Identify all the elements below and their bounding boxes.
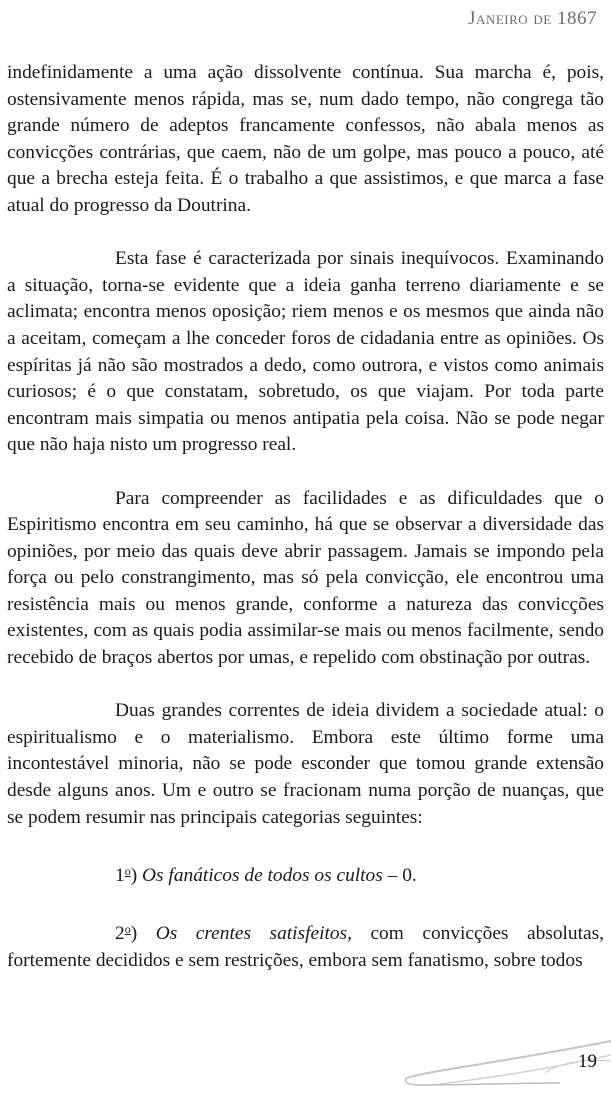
item-rest: , com convicções absolutas, fortemente decididos e sem restrições, embora sem fanatismo, sobre todos bbox=[7, 923, 604, 971]
item-rest: – 0. bbox=[382, 864, 417, 886]
item-close: ) bbox=[130, 923, 138, 944]
item-close: ) bbox=[130, 864, 138, 886]
running-head: Janeiro de 1867 bbox=[468, 8, 597, 29]
paragraph-1: indefinidamente a uma ação dissolvente contínua. Sua marcha é, pois, ostensivamente menos rápida, mas se, num dado tempo, não congrega tão grande número de adeptos francamente confessos, não abala menos as convicções contrárias, que caem, não de um golpe, mas pouco a pouco, até que a brecha esteja feita. É o trabalho a que assistimos, e que marca a fase atual do progresso da Doutrina. bbox=[7, 62, 604, 216]
page-body bbox=[7, 60, 604, 974]
page-number: 19 bbox=[578, 1051, 597, 1072]
ordinal-mark: o bbox=[124, 863, 131, 878]
paragraph-3: Para compreender as facilidades e as dificuldades que o Espiritismo encontra em seu caminho, há que se observar a diversidade das opiniões, por meio das quais deve abrir passagem. Jamais se impondo pela força ou pelo constrangimento, mas só pela convicção, ele encontrou uma resistência mais ou menos grande, conforme a natureza das convicções existentes, com as quais podia assimilar-se mais ou menos facilmente, sendo recebido de braços abertos por umas, e repelido com obstinação por outras. bbox=[7, 487, 604, 669]
item-title: Os fanáticos de todos os cultos bbox=[142, 864, 383, 886]
list-item-2 bbox=[7, 916, 604, 974]
footer-swoosh-ornament bbox=[380, 1039, 611, 1099]
item-number: 1 bbox=[115, 864, 125, 886]
list-item-1 bbox=[7, 858, 604, 890]
item-title: Os crentes satisfeitos bbox=[155, 923, 348, 944]
item-number: 2 bbox=[115, 923, 125, 944]
page-footer bbox=[0, 1039, 611, 1099]
ordinal-mark: o bbox=[124, 922, 131, 936]
paragraph-2: Esta fase é caracterizada por sinais inequívocos. Examinando a situação, torna-se evidente que a ideia ganha terreno diariamente e se aclimata; encontra menos oposição; riem menos e os mesmos que ainda não a aceitam, começam a lhe conceder foros de cidadania entre as opiniões. Os espíritas já não são mostrados a dedo, como outrora, e vistos como animais curiosos; é o que constatam, sobretudo, os que viajam. Por toda parte encontram mais simpatia ou menos antipatia pela coisa. Não se pode negar que não haja nisto um progresso real. bbox=[7, 248, 604, 456]
paragraph-4: Duas grandes correntes de ideia dividem a sociedade atual: o espiritualismo e o materialismo. Embora este último forme uma incontestável minoria, não se pode esconder que tomou grande extensão desde alguns anos. Um e outro se fracionam numa porção de nuanças, que se podem resumir nas principais categorias seguintes: bbox=[7, 700, 604, 828]
